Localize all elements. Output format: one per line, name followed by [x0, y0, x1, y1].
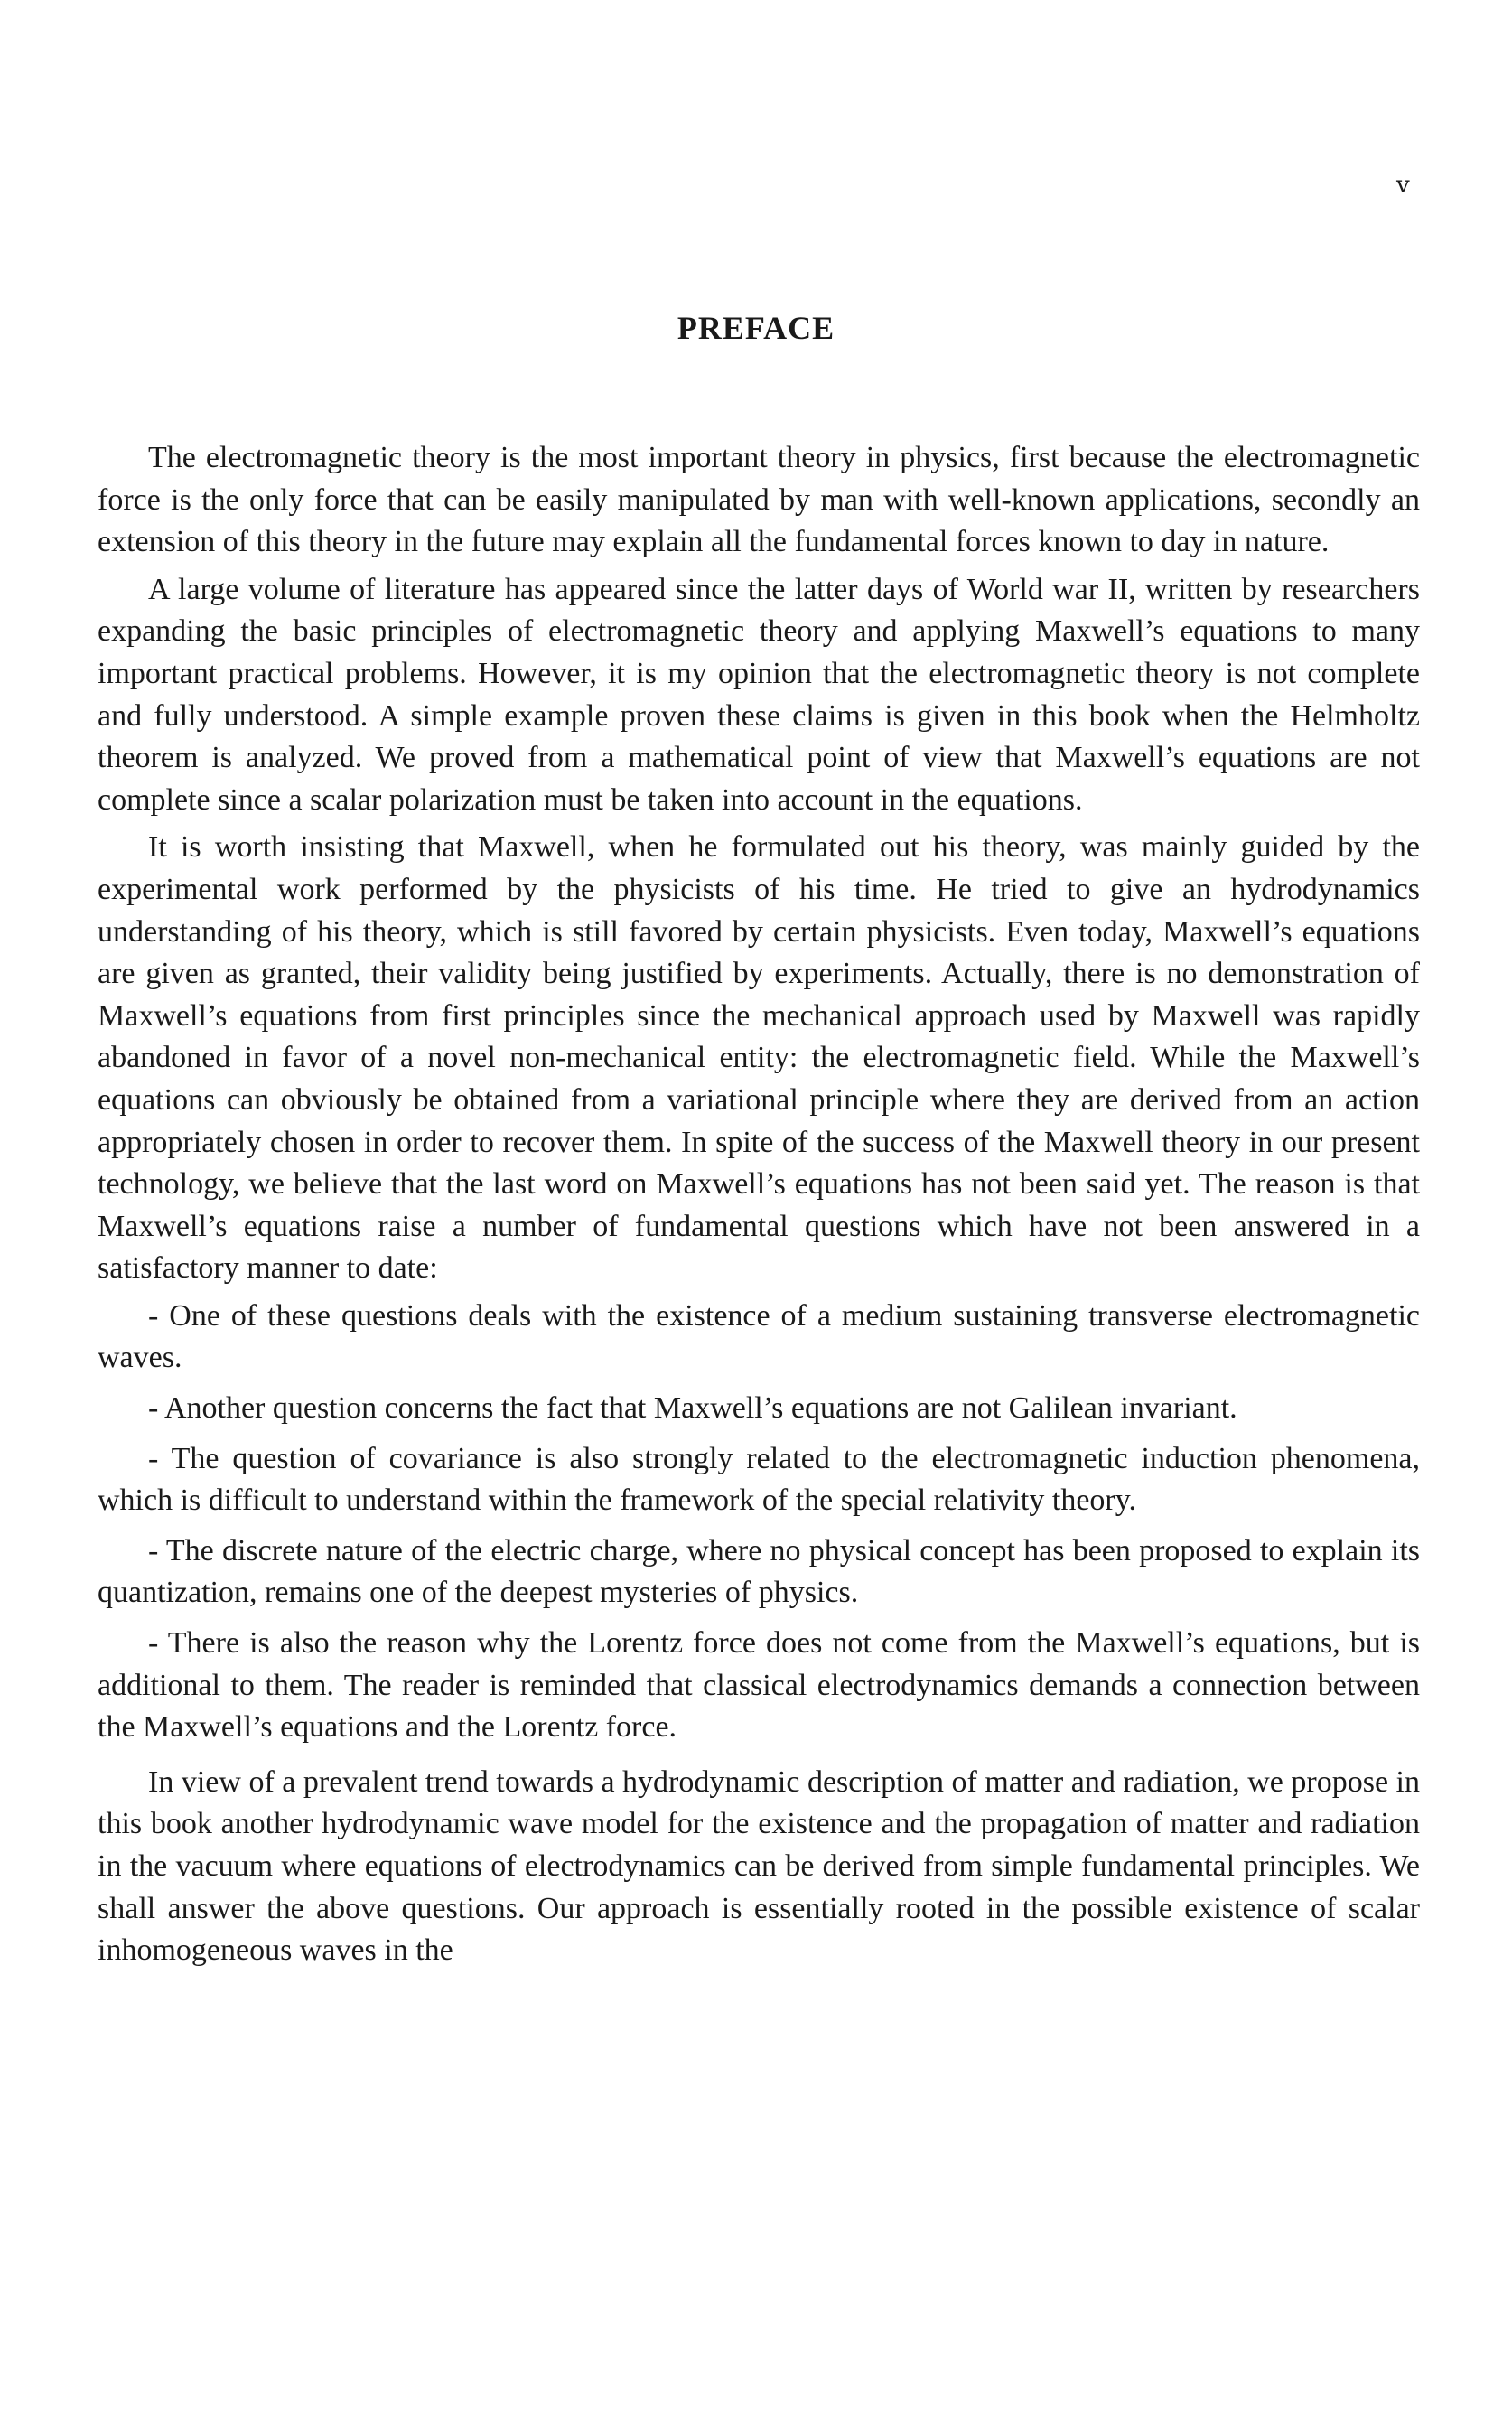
preface-body — [98, 437, 1420, 1978]
page-title: PREFACE — [677, 310, 835, 346]
question-item: - One of these questions deals with the existence of a medium sustaining transverse electromagnetic waves. — [98, 1298, 1420, 1375]
paragraph: The electromagnetic theory is the most important theory in physics, first because the electromagnetic force is the only force that can be easily manipulated by man with well-known applications, secondly an extension of this theory in the future may explain all the fundamental forces known to day in nature. — [98, 441, 1420, 559]
question-item: - There is also the reason why the Lorentz force does not come from the Maxwell’s equations, but is additional to them. The reader is reminded that classical electrodynamics demands a connection between the Maxwell’s equations and the Lorentz force. — [98, 1626, 1420, 1745]
question-item: - The discrete nature of the electric charge, where no physical concept has been proposed to explain its quantization, remains one of the deepest mysteries of physics. — [98, 1533, 1420, 1610]
page-number: v — [1396, 172, 1410, 199]
paragraph: A large volume of literature has appeared since the latter days of World war II, written by researchers expanding the basic principles of electromagnetic theory and applying Maxwell’s equations to many important practical problems. However, it is my opinion that the electromagnetic theory is not complete and fully understood. A simple example proven these claims is given in this book when the Helmholtz theorem is analyzed. We proved from a mathematical point of view that Maxwell’s equations are not complete since a scalar polarization must be taken into account in the equations. — [98, 572, 1420, 817]
question-item: - Another question concerns the fact that Maxwell’s equations are not Galilean invariant. — [148, 1391, 1237, 1426]
paragraph: It is worth insisting that Maxwell, when he formulated out his theory, was mainly guided by the experimental work performed by the physicists of his time. He tried to give an hydrodynamics understanding of his theory, which is still favored by certain physicists. Even today, Maxwell’s equations are given as granted, their validity being justified by experiments. Actually, there is no demonstration of Maxwell’s equations from first principles since the mechanical approach used by Maxwell was rapidly abandoned in favor of a novel non-mechanical entity: the electromagnetic field. While the Maxwell’s equations can obviously be obtained from a variational principle where they are derived from an action appropriately chosen in order to recover them. In spite of the success of the Maxwell theory in our present technology, we believe that the last word on Maxwell’s equations has not been said yet. The reason is that Maxwell’s equations raise a number of fundamental questions which have not been answered in a satisfactory manner to date: — [98, 830, 1420, 1286]
question-item: - The question of covariance is also strongly related to the electromagnetic induction phenomena, which is difficult to understand within the framework of the special relativity theory. — [98, 1441, 1420, 1518]
paragraph: In view of a prevalent trend towards a hydrodynamic description of matter and radiation, we propose in this book another hydrodynamic wave model for the existence and the propagation of matter and radiation in the vacuum where equations of electrodynamics can be derived from simple fundamental principles. We shall answer the above questions. Our approach is essentially rooted in the possible existence of scalar inhomogeneous waves in the — [98, 1764, 1420, 1968]
